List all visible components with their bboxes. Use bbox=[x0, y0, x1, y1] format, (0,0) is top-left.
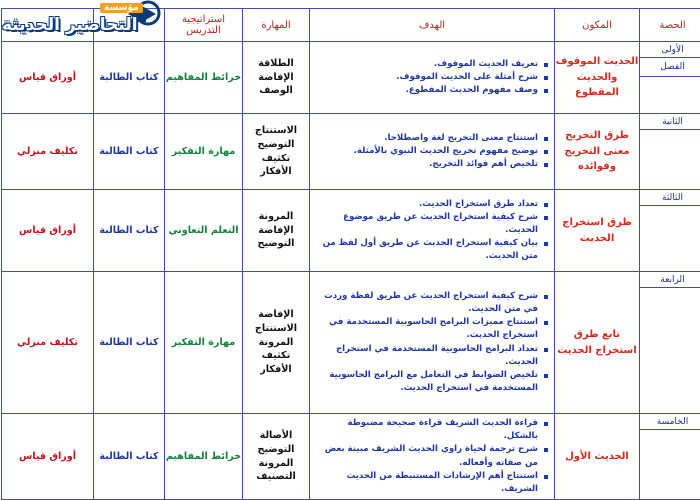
goals-cell bbox=[310, 190, 555, 272]
session-label: الرابعة bbox=[640, 272, 700, 288]
goal-item: تعداد البرامج الحاسوبية المستخدمة في استخراج الحديث. bbox=[313, 343, 549, 369]
header-session: الحصة bbox=[640, 9, 700, 42]
skill-item: الأصالة bbox=[259, 430, 293, 442]
skill-item: التوضيح bbox=[257, 443, 295, 455]
session-cell bbox=[640, 414, 700, 500]
session-cell bbox=[640, 190, 700, 272]
evaluation-cell: أوراق قياس bbox=[2, 414, 94, 500]
logo-small-text: مؤسسة bbox=[100, 3, 143, 13]
table-row bbox=[2, 190, 700, 272]
skill-item: الأفكار bbox=[260, 166, 292, 178]
goal-item: بيان كيفية استخراج الحديث عن طريق أول لفظ من متن الحديث. bbox=[313, 237, 549, 263]
component-cell: طرق التخريج معنى التخريج وفوائده bbox=[555, 114, 640, 190]
skill-item: الاستنتاج bbox=[254, 323, 298, 335]
lesson-plan-table bbox=[1, 8, 700, 500]
skills-cell bbox=[243, 414, 310, 500]
strategy-cell: خرائط المفاهيم bbox=[165, 42, 243, 114]
skill-item: المرونة bbox=[258, 457, 294, 469]
goals-cell bbox=[310, 272, 555, 414]
table-row bbox=[2, 42, 700, 114]
resources-cell: كتاب الطالبة bbox=[94, 114, 165, 190]
session-label: الأولى bbox=[640, 42, 700, 58]
session-label: الثالثة bbox=[640, 190, 700, 206]
goal-item: توضيح مفهوم تخريج الحديث النبوي بالأمثلة. bbox=[313, 145, 549, 158]
resources-cell: كتاب الطالبة bbox=[94, 190, 165, 272]
component-cell: الحديث الأول bbox=[555, 414, 640, 500]
session-cell bbox=[640, 42, 700, 114]
session-label: الخامسة bbox=[640, 414, 700, 430]
goal-item: تلخيص أهم فوائد التخريج. bbox=[313, 158, 549, 171]
session-label: الثانية bbox=[640, 114, 700, 130]
resources-cell: كتاب الطالبة bbox=[94, 272, 165, 414]
skill-item: الطلاقة bbox=[258, 58, 294, 70]
header-strategy: استراتيجية التدريس bbox=[165, 9, 243, 42]
evaluation-cell: تكليف منزلي bbox=[2, 114, 94, 190]
header-goal: الهدف bbox=[310, 9, 555, 42]
table-row bbox=[2, 272, 700, 414]
skill-item: المرونة bbox=[258, 211, 294, 223]
skill-item: تكثيف bbox=[261, 350, 291, 362]
goal-item: استنتاج مميزات البرامج الحاسوبية المستخدمة في استخراج الحديث. bbox=[313, 316, 549, 342]
skill-item: الأفكار bbox=[260, 363, 292, 375]
goals-list bbox=[310, 196, 554, 265]
header-skill: المهارة bbox=[243, 9, 310, 42]
strategy-cell: مهارة التفكير bbox=[165, 114, 243, 190]
strategy-cell: مهارة التفكير bbox=[165, 272, 243, 414]
evaluation-cell: تكليف منزلي bbox=[2, 272, 94, 414]
logo-big-text: التحاضير الحديثة bbox=[2, 15, 138, 35]
resources-cell: كتاب الطالبة bbox=[94, 414, 165, 500]
component-cell: الحديث الموقوف والحديث المقطوع bbox=[555, 42, 640, 114]
goal-item: شرح كيفية استخراج الحديث عن طريق لفظة وردت في متن الحديث. bbox=[313, 290, 549, 316]
goals-list bbox=[310, 56, 554, 99]
table-row bbox=[2, 414, 700, 500]
skill-item: الإفاضة bbox=[258, 224, 294, 236]
component-cell: تابع طرق استخراج الحديث bbox=[555, 272, 640, 414]
goal-item: شرح ترجمة لحياة راوي الحديث الشريف مبينة بعض من صفاته وأفعاله. bbox=[313, 443, 549, 469]
goal-item: استنتاج أهم الإرشادات المستنبطة من الحديث الشريف. bbox=[313, 470, 549, 496]
skills-cell bbox=[243, 42, 310, 114]
skill-item: المرونة bbox=[258, 336, 294, 348]
skill-item: الاستنتاج bbox=[254, 125, 298, 137]
component-cell: طرق استخراج الحديث bbox=[555, 190, 640, 272]
skill-item: الوصف bbox=[259, 85, 293, 97]
skills-cell bbox=[243, 272, 310, 414]
skills-cell bbox=[243, 114, 310, 190]
goal-item: وصف مفهوم الحديث المقطوع. bbox=[313, 84, 549, 97]
goals-list bbox=[310, 415, 554, 497]
goal-item: استنتاج معنى التخريج لغة واصطلاحا. bbox=[313, 132, 549, 145]
resources-cell: كتاب الطالبة bbox=[94, 42, 165, 114]
goals-list bbox=[310, 288, 554, 397]
skill-item: الإفاضة bbox=[258, 309, 294, 321]
goals-cell bbox=[310, 114, 555, 190]
goal-item: شرح كيفية استخراج الحديث عن طريق موضوع الحديث. bbox=[313, 211, 549, 237]
skills-cell bbox=[243, 190, 310, 272]
skill-item: الإفاضة bbox=[258, 71, 294, 83]
goal-item: تعداد طرق استخراج الحديث. bbox=[313, 198, 549, 211]
session-cell bbox=[640, 114, 700, 190]
table-row bbox=[2, 114, 700, 190]
goal-item: تعريف الحديث الموقوف. bbox=[313, 58, 549, 71]
strategy-cell: التعلم التعاوني bbox=[165, 190, 243, 272]
header-component: المكون bbox=[555, 9, 640, 42]
skill-item: التصنيف bbox=[256, 471, 296, 483]
goals-cell bbox=[310, 42, 555, 114]
goals-cell bbox=[310, 414, 555, 500]
skill-item: تكثيف bbox=[261, 152, 291, 164]
evaluation-cell: أوراق قياس bbox=[2, 190, 94, 272]
goals-list bbox=[310, 130, 554, 173]
goal-item: قراءة الحديث الشريف قراءة صحيحة مضبوطة بالشكل. bbox=[313, 417, 549, 443]
goal-item: شرح أمثلة على الحديث الموقوف. bbox=[313, 71, 549, 84]
session-cell bbox=[640, 272, 700, 414]
skill-item: التوضيح bbox=[257, 238, 295, 250]
session-sublabel: الفصل bbox=[640, 58, 700, 77]
strategy-cell: خرائط المفاهيم bbox=[165, 414, 243, 500]
publisher-logo bbox=[0, 0, 166, 44]
evaluation-cell: أوراق قياس bbox=[2, 42, 94, 114]
skill-item: التوضيح bbox=[257, 138, 295, 150]
goal-item: تلخيص الضوابط في التعامل مع البرامج الحاسوبية المستخدمة في استخراج الحديث. bbox=[313, 369, 549, 395]
